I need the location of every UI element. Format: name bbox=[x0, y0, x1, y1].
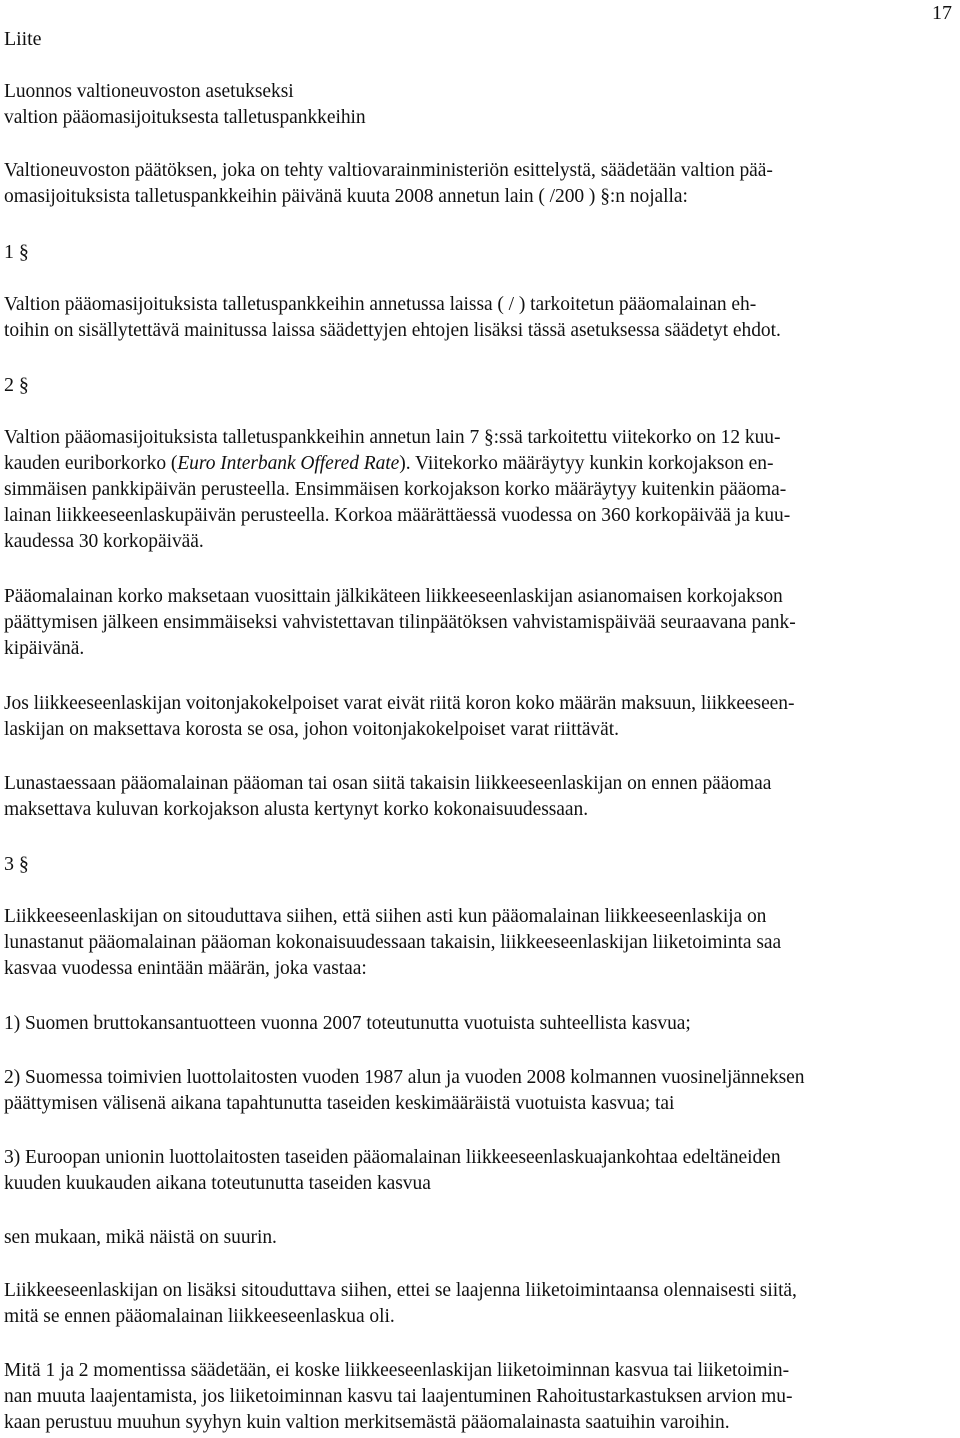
text-line: Valtion pääomasijoituksista talletuspankkeihin annetussa laissa ( / ) tarkoitetun pääomalainan eh- bbox=[4, 294, 757, 315]
section-heading: 3 § bbox=[4, 853, 29, 875]
text-line: kaudessa 30 korkopäivää. bbox=[4, 531, 204, 552]
text-line: Lunastaessaan pääomalainan pääoman tai osan siitä takaisin liikkeeseenlaskijan on ennen pääomaa bbox=[4, 773, 772, 794]
appendix-heading: Liite bbox=[4, 28, 42, 50]
title-line: valtion pääomasijoituksesta talletuspankkeihin bbox=[4, 107, 366, 128]
text-line: Liikkeeseenlaskijan on sitouduttava siihen, että siihen asti kun pääomalainan liikkeeseenlaskija on bbox=[4, 906, 767, 927]
text-line bbox=[4, 452, 773, 476]
text-run: ). Viitekorko määräytyy kunkin korkojakson en- bbox=[399, 453, 774, 474]
text-line: maksettava kuluvan korkojakson alusta kertynyt korko kokonaisuudessaan. bbox=[4, 799, 589, 820]
text-line: Jos liikkeeseenlaskijan voitonjakokelpoiset varat eivät riitä koron koko määrän maksuun, liikkeeseen- bbox=[4, 693, 795, 714]
text-line: omasijoituksista talletuspankkeihin päivänä kuuta 2008 annetun lain ( /200 ) §:n nojalla: bbox=[4, 186, 688, 207]
text-line: laskijan on maksettava korosta se osa, johon voitonjakokelpoiset varat riittävät. bbox=[4, 719, 619, 740]
text-line: kasvaa vuodessa enintään määrän, joka vastaa: bbox=[4, 958, 367, 979]
title-line: Luonnos valtioneuvoston asetukseksi bbox=[4, 81, 294, 102]
text-line: päättymisen jälkeen ensimmäiseksi vahvistettavan tilinpäätöksen vahvistamispäivää seuraavana pank- bbox=[4, 612, 796, 633]
list-item: 3) Euroopan unionin luottolaitosten taseiden pääomalainan liikkeeseenlaskuajankohtaa edeltäneiden bbox=[4, 1147, 781, 1168]
text-line: Mitä 1 ja 2 momentissa säädetään, ei koske liikkeeseenlaskijan liiketoiminnan kasvua tai liiketoimin- bbox=[4, 1360, 790, 1381]
text-line: Valtion pääomasijoituksista talletuspankkeihin annetun lain 7 §:ssä tarkoitettu viitekorko on 12 kuu- bbox=[4, 427, 781, 448]
text-line: Valtioneuvoston päätöksen, joka on tehty valtiovarainministeriön esittelystä, säädetään valtion pää- bbox=[4, 160, 773, 181]
text-run: kauden euriborkorko ( bbox=[4, 453, 178, 474]
text-line: toihin on sisällytettävä mainitussa laissa säädettyjen ehtojen lisäksi tässä asetuksessa säädetyt ehdot. bbox=[4, 320, 781, 341]
list-item: 1) Suomen bruttokansantuotteen vuonna 2007 toteutunutta vuotuista suhteellista kasvua; bbox=[4, 1013, 691, 1034]
text-line: sen mukaan, mikä näistä on suurin. bbox=[4, 1227, 277, 1248]
text-line: kipäivänä. bbox=[4, 638, 85, 659]
list-item: kuuden kuukauden aikana toteutunutta taseiden kasvua bbox=[4, 1173, 431, 1194]
list-item: 2) Suomessa toimivien luottolaitosten vuoden 1987 alun ja vuoden 2008 kolmannen vuosineljänneksen bbox=[4, 1067, 805, 1088]
text-line: nan muuta laajentamista, jos liiketoiminnan kasvu tai laajentuminen Rahoitustarkastuksen arvion mu- bbox=[4, 1386, 793, 1407]
text-line: Liikkeeseenlaskijan on lisäksi sitouduttava siihen, ettei se laajenna liiketoimintaansa olennaisesti siitä, bbox=[4, 1280, 797, 1301]
section-heading: 2 § bbox=[4, 374, 29, 396]
text-line: mitä se ennen pääomalainan liikkeeseenlaskua oli. bbox=[4, 1306, 395, 1327]
section-heading: 1 § bbox=[4, 241, 29, 263]
text-line: Pääomalainan korko maksetaan vuosittain jälkikäteen liikkeeseenlaskijan asianomaisen korkojakson bbox=[4, 586, 783, 607]
list-item: päättymisen välisenä aikana tapahtunutta taseiden keskimääräistä vuotuista kasvua; tai bbox=[4, 1093, 675, 1114]
italic-term: Euro Interbank Offered Rate bbox=[177, 453, 400, 474]
text-line: kaan perustuu muuhun syyhyn kuin valtion merkitsemästä pääomalainasta saatuihin varoihin. bbox=[4, 1412, 730, 1433]
text-line: lunastanut pääomalainan pääoman kokonaisuudessaan takaisin, liikkeeseenlaskijan liiketoiminta saa bbox=[4, 932, 782, 953]
text-line: lainan liikkeeseenlaskupäivän perusteella. Korkoa määrättäessä vuodessa on 360 korkopäivää ja kuu- bbox=[4, 505, 791, 526]
page-number: 17 bbox=[932, 2, 952, 24]
text-line: simmäisen pankkipäivän perusteella. Ensimmäisen korkojakson korko määräytyy kuitenkin pääoma- bbox=[4, 479, 787, 500]
